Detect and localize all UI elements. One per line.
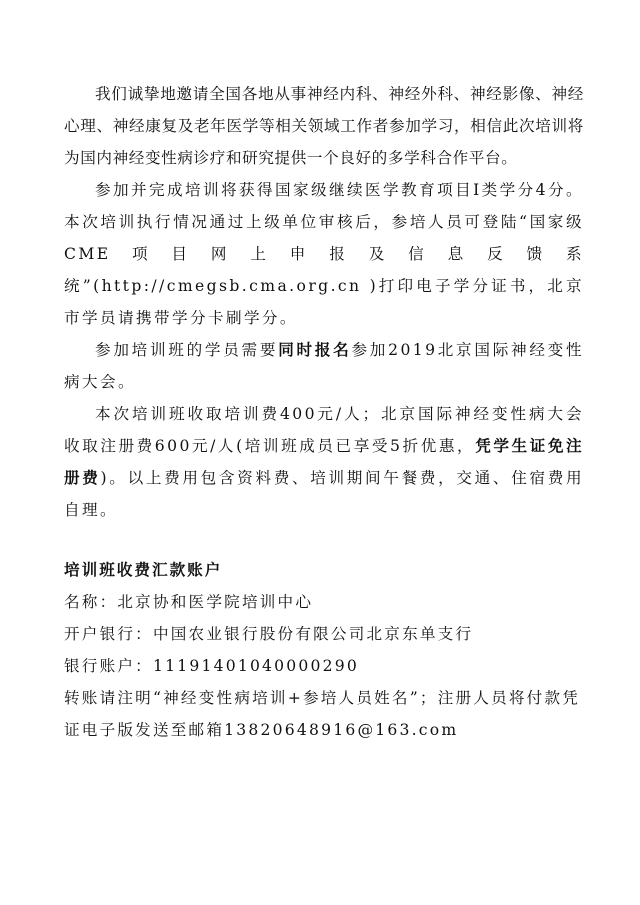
fees-text-c: )。以上费用包含资料费、培训期间午餐费，交通、住宿费用自理。 [64,469,584,519]
fees-text-a: 本次培训班收取培训费400元/人；北京国际神经变性病大会收取注册费600元/人(培训班成员已享受5折优惠， [64,405,584,455]
registration-text-c: 参加2019北京国际神经变性病大会。 [64,341,584,391]
account-number: 银行账户：11191401040000290 [64,657,360,675]
account-heading: 培训班收费汇款账户 [64,560,223,579]
account-name: 名称：北京协和医学院培训中心 [64,593,314,611]
paragraph-invitation: 我们诚挚地邀请全国各地从事神经内科、神经外科、神经影像、神经心理、神经康复及老年医学等相关领域工作者参加学习，相信此次培训将为国内神经变性病诊疗和研究提供一个良好的多学科合作平台。 [64,85,584,167]
registration-text-a: 参加培训班的学员需要 [95,341,279,359]
paragraph-fees [64,398,584,526]
paragraph-credits: 参加并完成培训将获得国家级继续医学教育项目Ⅰ类学分4分。本次培训执行情况通过上级单位审核后，参培人员可登陆“国家级CME项目网上申报及信息反馈系统”(http://cmegsb.cma.org.cn )打印电子学分证书，北京市学员请携带学分卡刷学分。 [64,181,584,327]
document-page [64,78,584,746]
account-section [64,554,584,746]
paragraph-registration [64,334,584,398]
account-bank: 开户银行：中国农业银行股份有限公司北京东单支行 [64,625,474,643]
registration-emphasis: 同时报名 [278,340,352,359]
account-note: 转账请注明“神经变性病培训+参培人员姓名”；注册人员将付款凭证电子版发送至邮箱13820648916@163.com [64,689,581,739]
fees-emphasis: 凭学生证免注册费 [64,436,584,487]
